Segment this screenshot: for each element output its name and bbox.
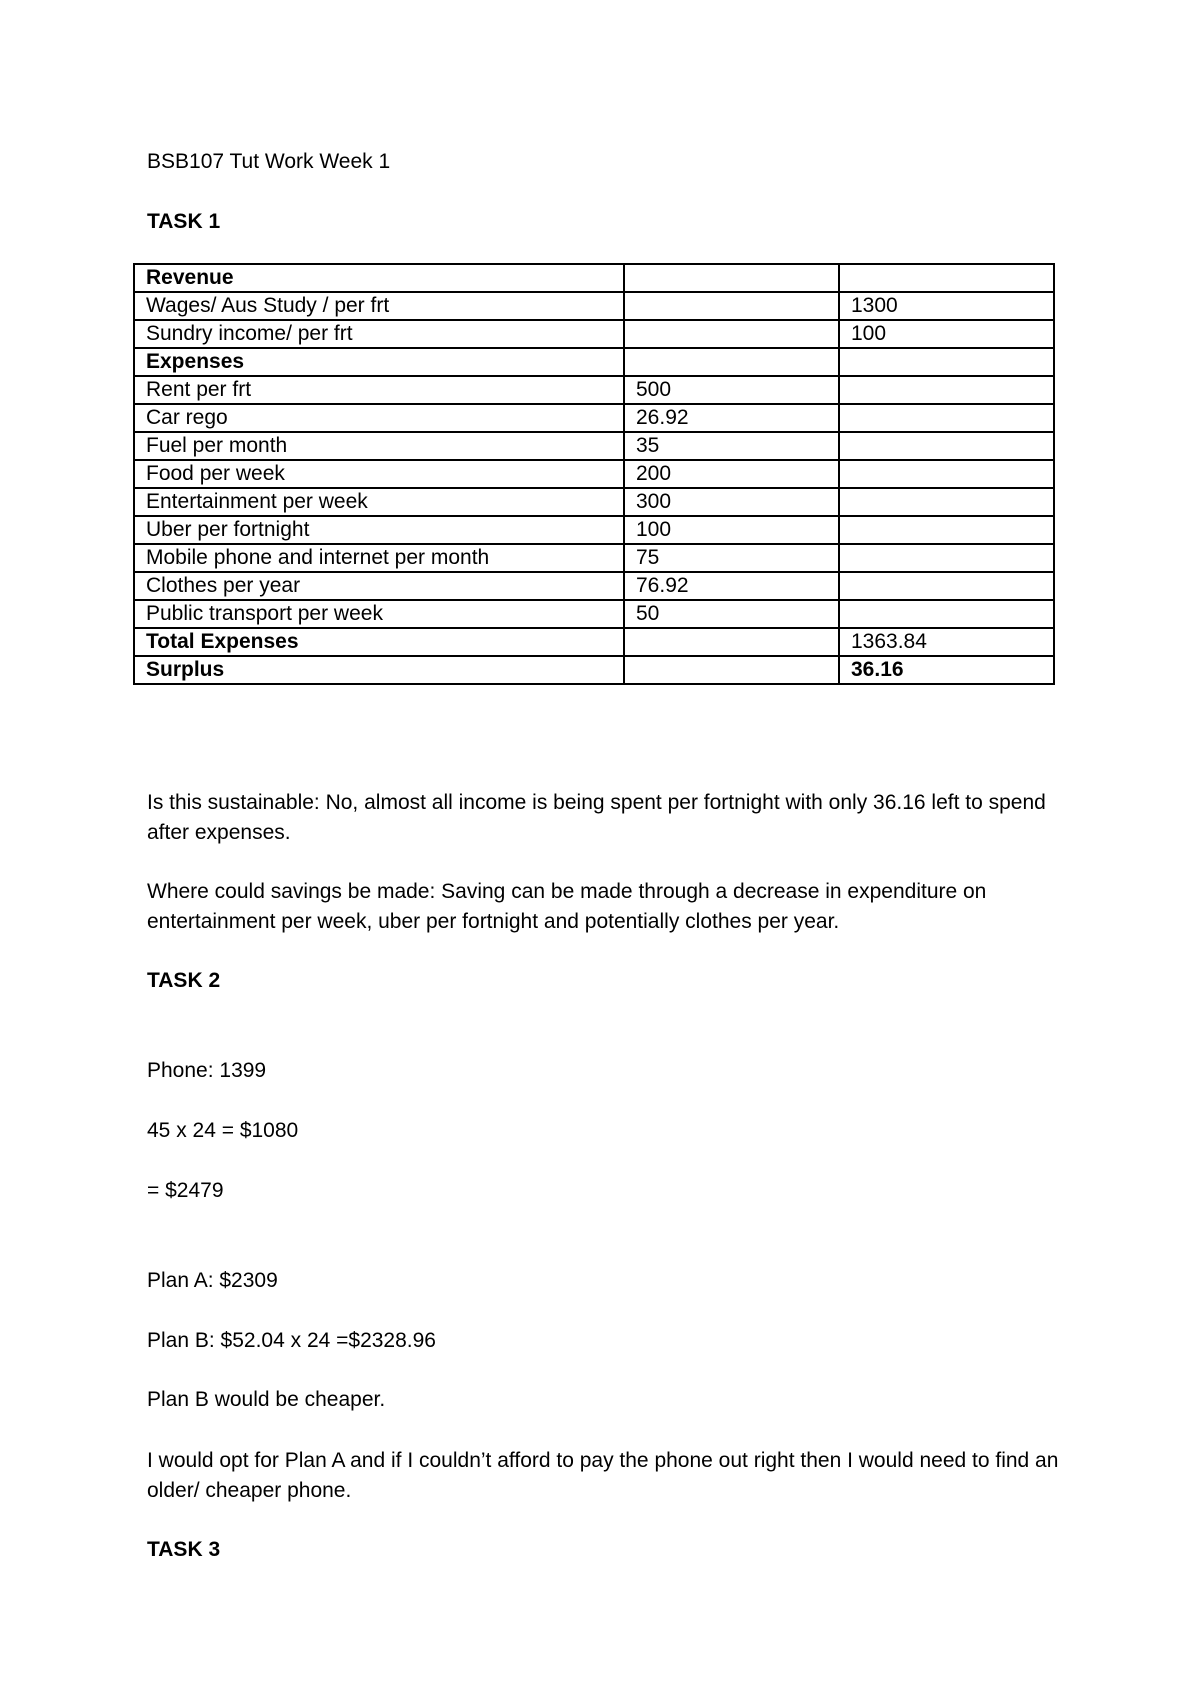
budget-row-amount bbox=[624, 264, 839, 292]
budget-row-amount: 75 bbox=[624, 544, 839, 572]
budget-row-label: Entertainment per week bbox=[134, 488, 624, 516]
budget-row-label: Sundry income/ per frt bbox=[134, 320, 624, 348]
budget-row-label: Public transport per week bbox=[134, 600, 624, 628]
budget-row-label: Rent per frt bbox=[134, 376, 624, 404]
budget-row bbox=[134, 376, 1054, 404]
budget-row-total bbox=[839, 376, 1054, 404]
budget-row-amount: 200 bbox=[624, 460, 839, 488]
budget-row bbox=[134, 264, 1054, 292]
budget-row bbox=[134, 488, 1054, 516]
budget-row-amount bbox=[624, 320, 839, 348]
budget-row-label: Clothes per year bbox=[134, 572, 624, 600]
budget-table-body bbox=[134, 264, 1054, 684]
budget-row-amount bbox=[624, 348, 839, 376]
budget-row-total bbox=[839, 544, 1054, 572]
budget-row bbox=[134, 628, 1054, 656]
budget-row bbox=[134, 404, 1054, 432]
phone-cost-line: Phone: 1399 bbox=[147, 1059, 267, 1082]
budget-row-total: 36.16 bbox=[839, 656, 1054, 684]
document-title: BSB107 Tut Work Week 1 bbox=[147, 150, 391, 173]
budget-row-amount: 300 bbox=[624, 488, 839, 516]
budget-row-label: Revenue bbox=[134, 264, 624, 292]
budget-row-total: 1300 bbox=[839, 292, 1054, 320]
budget-row-amount: 50 bbox=[624, 600, 839, 628]
task3-heading: TASK 3 bbox=[147, 1538, 221, 1561]
budget-row-total bbox=[839, 572, 1054, 600]
budget-row-label: Uber per fortnight bbox=[134, 516, 624, 544]
total-calc-line: = $2479 bbox=[147, 1179, 224, 1202]
savings-paragraph: Where could savings be made: Saving can be made through a decrease in expenditure on entertainment per week, uber per fortnight and potentially clothes per year. bbox=[147, 880, 987, 933]
budget-row bbox=[134, 516, 1054, 544]
plan-a-line: Plan A: $2309 bbox=[147, 1269, 278, 1292]
monthly-calc-line: 45 x 24 = $1080 bbox=[147, 1119, 299, 1142]
budget-row-label: Expenses bbox=[134, 348, 624, 376]
budget-table bbox=[133, 263, 1055, 685]
budget-row-amount bbox=[624, 628, 839, 656]
budget-row-total bbox=[839, 432, 1054, 460]
budget-row-total bbox=[839, 488, 1054, 516]
sustainable-paragraph: Is this sustainable: No, almost all income is being spent per fortnight with only 36.16 left to spend after expenses. bbox=[147, 791, 1046, 844]
budget-row bbox=[134, 292, 1054, 320]
budget-row-total: 100 bbox=[839, 320, 1054, 348]
budget-row-label: Surplus bbox=[134, 656, 624, 684]
budget-row-total bbox=[839, 600, 1054, 628]
budget-row-total bbox=[839, 516, 1054, 544]
budget-row bbox=[134, 320, 1054, 348]
cheaper-line: Plan B would be cheaper. bbox=[147, 1388, 386, 1411]
budget-row bbox=[134, 460, 1054, 488]
budget-row-amount bbox=[624, 292, 839, 320]
budget-row-amount: 500 bbox=[624, 376, 839, 404]
budget-row-label: Fuel per month bbox=[134, 432, 624, 460]
budget-row-amount: 76.92 bbox=[624, 572, 839, 600]
budget-row-label: Mobile phone and internet per month bbox=[134, 544, 624, 572]
budget-row-total bbox=[839, 348, 1054, 376]
budget-row-label: Total Expenses bbox=[134, 628, 624, 656]
plan-b-line: Plan B: $52.04 x 24 =$2328.96 bbox=[147, 1329, 436, 1352]
budget-row bbox=[134, 656, 1054, 684]
budget-row bbox=[134, 600, 1054, 628]
task1-heading: TASK 1 bbox=[147, 210, 221, 233]
budget-row bbox=[134, 544, 1054, 572]
budget-row-total bbox=[839, 264, 1054, 292]
budget-row-amount bbox=[624, 656, 839, 684]
budget-row-label: Wages/ Aus Study / per frt bbox=[134, 292, 624, 320]
budget-row-total: 1363.84 bbox=[839, 628, 1054, 656]
budget-row bbox=[134, 348, 1054, 376]
opinion-paragraph: I would opt for Plan A and if I couldn’t afford to pay the phone out right then I would need to find an older/ cheaper phone. bbox=[147, 1449, 1059, 1502]
budget-row-total bbox=[839, 404, 1054, 432]
budget-row-amount: 100 bbox=[624, 516, 839, 544]
budget-row-total bbox=[839, 460, 1054, 488]
budget-row-amount: 26.92 bbox=[624, 404, 839, 432]
budget-row bbox=[134, 432, 1054, 460]
budget-row-label: Car rego bbox=[134, 404, 624, 432]
task2-heading: TASK 2 bbox=[147, 969, 221, 992]
budget-row-label: Food per week bbox=[134, 460, 624, 488]
budget-row-amount: 35 bbox=[624, 432, 839, 460]
budget-row bbox=[134, 572, 1054, 600]
